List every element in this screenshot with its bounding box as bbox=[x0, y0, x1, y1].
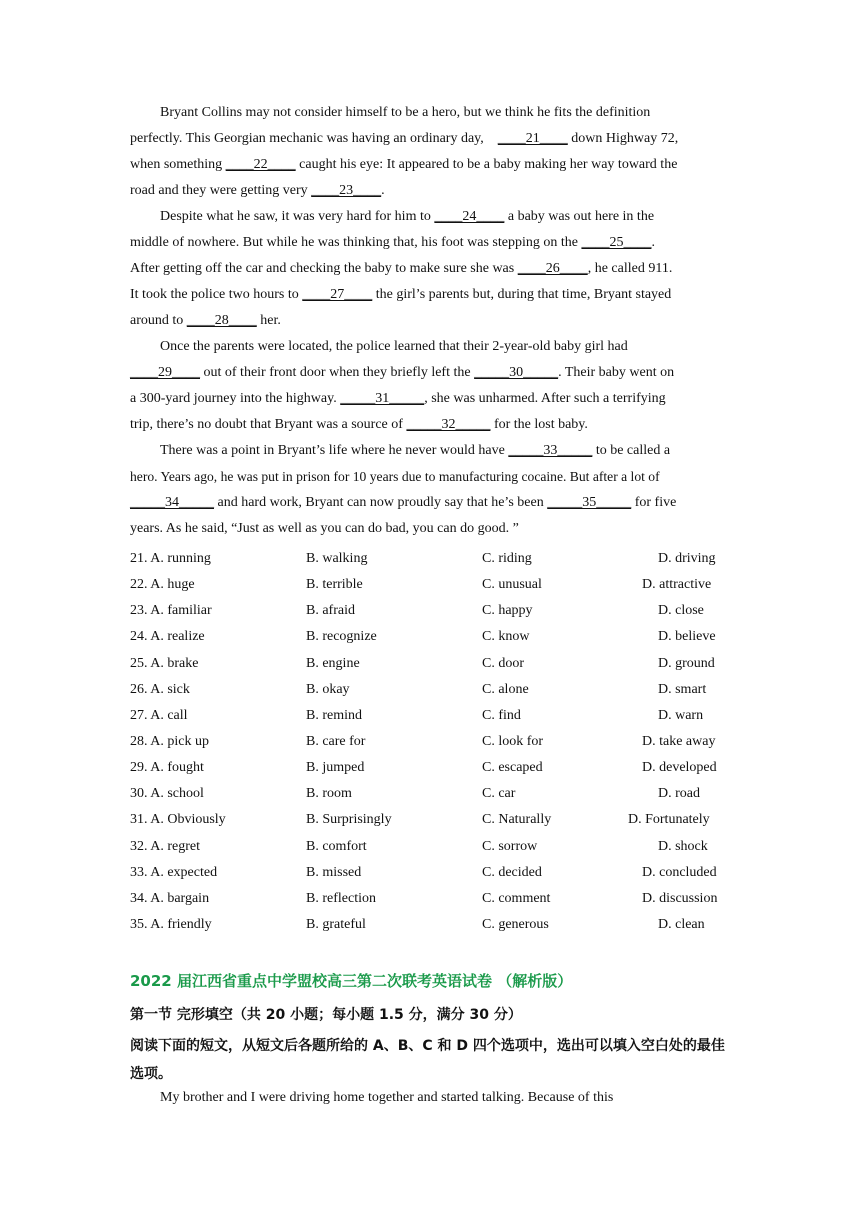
option-c: C. decided bbox=[482, 864, 542, 880]
option-a: 21. A. running bbox=[130, 551, 211, 566]
option-b: B. recognize bbox=[306, 629, 377, 645]
blank-35: _____35_____ bbox=[547, 495, 632, 510]
text-line: hero. Years ago, he was put in prison for 10 years due to manufacturing cocaine. But after a lot of bbox=[130, 469, 660, 484]
option-c: C. riding bbox=[482, 551, 532, 566]
option-b: B. jumped bbox=[306, 760, 365, 776]
option-row bbox=[130, 912, 730, 938]
option-row bbox=[130, 755, 730, 781]
option-c: C. Naturally bbox=[482, 812, 552, 828]
options-list bbox=[130, 546, 730, 938]
option-a: 28. A. pick up bbox=[130, 733, 209, 749]
blank-33: _____33_____ bbox=[508, 443, 593, 458]
option-c: C. know bbox=[482, 629, 530, 645]
blank-31: _____31_____ bbox=[340, 391, 425, 406]
option-c: C. generous bbox=[482, 916, 549, 932]
option-b: B. grateful bbox=[306, 916, 366, 932]
text-line: ____29____ out of their front door when they briefly left the _____30_____. Their baby went on bbox=[130, 360, 730, 386]
option-d: D. close bbox=[658, 603, 704, 619]
text-line: a 300-yard journey into the highway. _____31_____, she was unharmed. After such a terrifying bbox=[130, 386, 730, 412]
text-line: There was a point in Bryant’s life where he never would have _____33_____ to be called a bbox=[130, 438, 730, 464]
option-row bbox=[130, 651, 730, 677]
option-a: 31. A. Obviously bbox=[130, 812, 226, 828]
blank-23: ____23____ bbox=[311, 183, 382, 198]
option-row bbox=[130, 624, 730, 650]
option-b: B. care for bbox=[306, 733, 366, 749]
blank-24: ____24____ bbox=[434, 209, 505, 224]
option-d: D. ground bbox=[658, 655, 715, 671]
option-d: D. take away bbox=[642, 733, 716, 749]
option-b: B. Surprisingly bbox=[306, 812, 392, 828]
option-c: C. door bbox=[482, 655, 524, 671]
text-line: Once the parents were located, the police learned that their 2-year-old baby girl had bbox=[160, 339, 628, 354]
text-line: perfectly. This Georgian mechanic was having an ordinary day, ____21____ down Highway 72, bbox=[130, 126, 730, 152]
option-a: 30. A. school bbox=[130, 786, 204, 802]
blank-29: ____29____ bbox=[130, 365, 200, 380]
option-row bbox=[130, 703, 730, 729]
blank-28: ____28____ bbox=[186, 313, 257, 328]
text-line: Bryant Collins may not consider himself to be a hero, but we think he fits the definition bbox=[160, 105, 651, 120]
option-c: C. car bbox=[482, 786, 516, 802]
option-b: B. walking bbox=[306, 551, 368, 566]
option-b: B. afraid bbox=[306, 603, 355, 619]
paragraph-2 bbox=[130, 204, 730, 334]
option-c: C. find bbox=[482, 707, 521, 723]
option-d: D. road bbox=[658, 786, 700, 802]
option-d: D. discussion bbox=[642, 890, 718, 906]
option-a: 34. A. bargain bbox=[130, 890, 210, 906]
blank-25: ____25____ bbox=[581, 235, 652, 250]
text-line: Despite what he saw, it was very hard for him to ____24____ a baby was out here in the bbox=[130, 204, 730, 230]
option-d: D. Fortunately bbox=[628, 812, 710, 828]
option-d: D. developed bbox=[642, 760, 717, 776]
option-a: 27. A. call bbox=[130, 707, 188, 723]
option-b: B. missed bbox=[306, 864, 362, 880]
text-line: years. As he said, “Just as well as you can do bad, you can do good. ” bbox=[130, 521, 519, 536]
text-line: when something ____22____ caught his eye: It appeared to be a baby making her way toward the bbox=[130, 152, 730, 178]
option-row bbox=[130, 677, 730, 703]
section-heading: 第一节 完形填空（共 20 小题；每小题 1.5 分，满分 30 分） bbox=[130, 1007, 522, 1023]
text-line: After getting off the car and checking the baby to make sure she was ____26____, he called 911. bbox=[130, 256, 730, 282]
paragraph-1 bbox=[130, 100, 730, 204]
option-c: C. comment bbox=[482, 890, 551, 906]
blank-34: _____34_____ bbox=[130, 495, 214, 510]
option-d: D. shock bbox=[658, 838, 708, 854]
option-c: C. unusual bbox=[482, 577, 542, 593]
text-line: road and they were getting very ____23____. bbox=[130, 178, 730, 204]
option-d: D. believe bbox=[658, 629, 716, 645]
text-line: middle of nowhere. But while he was thinking that, his foot was stepping on the ____25____. bbox=[130, 230, 730, 256]
option-b: B. comfort bbox=[306, 838, 367, 854]
text-line: around to ____28____ her. bbox=[130, 308, 730, 334]
text-line: It took the police two hours to ____27____ the girl’s parents but, during that time, Bryant stayed bbox=[130, 282, 730, 308]
option-row bbox=[130, 729, 730, 755]
option-a: 24. A. realize bbox=[130, 629, 205, 645]
option-row bbox=[130, 546, 730, 572]
option-b: B. terrible bbox=[306, 577, 363, 593]
blank-30: _____30_____ bbox=[474, 365, 559, 380]
option-c: C. sorrow bbox=[482, 838, 538, 854]
option-a: 25. A. brake bbox=[130, 655, 199, 671]
option-b: B. reflection bbox=[306, 890, 376, 906]
option-a: 33. A. expected bbox=[130, 864, 218, 880]
blank-22: ____22____ bbox=[225, 157, 296, 172]
paragraph-3 bbox=[130, 334, 730, 438]
text-line: _____34_____ and hard work, Bryant can now proudly say that he’s been _____35_____ for five bbox=[130, 490, 730, 516]
blank-32: _____32_____ bbox=[406, 417, 491, 432]
option-b: B. room bbox=[306, 786, 352, 802]
option-a: 23. A. familiar bbox=[130, 603, 212, 619]
option-d: D. warn bbox=[658, 707, 704, 723]
paragraph-4 bbox=[130, 438, 730, 542]
option-b: B. engine bbox=[306, 655, 360, 671]
option-row bbox=[130, 572, 730, 598]
option-a: 22. A. huge bbox=[130, 577, 195, 593]
option-c: C. look for bbox=[482, 733, 544, 749]
option-a: 35. A. friendly bbox=[130, 916, 212, 932]
option-d: D. clean bbox=[658, 916, 705, 932]
option-c: C. happy bbox=[482, 603, 533, 619]
option-a: 29. A. fought bbox=[130, 760, 204, 776]
exam-title: 2022 届江西省重点中学盟校高三第二次联考英语试卷 （解析版） bbox=[130, 972, 573, 990]
option-d: D. concluded bbox=[642, 864, 717, 880]
option-d: D. driving bbox=[658, 551, 716, 566]
option-b: B. remind bbox=[306, 707, 362, 723]
option-a: 26. A. sick bbox=[130, 681, 190, 697]
instruction-text: 阅读下面的短文，从短文后各题所给的 A、B、C 和 D 四个选项中，选出可以填入空白处的最佳选项。 bbox=[130, 1038, 725, 1082]
option-row bbox=[130, 834, 730, 860]
option-row bbox=[130, 781, 730, 807]
option-a: 32. A. regret bbox=[130, 838, 200, 854]
option-d: D. smart bbox=[658, 681, 707, 697]
option-b: B. okay bbox=[306, 681, 350, 697]
option-c: C. escaped bbox=[482, 760, 543, 776]
blank-21: ____21____ bbox=[497, 131, 568, 146]
blank-27: ____27____ bbox=[302, 287, 373, 302]
option-row bbox=[130, 807, 730, 833]
option-row bbox=[130, 886, 730, 912]
option-c: C. alone bbox=[482, 681, 529, 697]
blank-26: ____26____ bbox=[517, 261, 588, 276]
option-d: D. attractive bbox=[642, 577, 712, 593]
passage-start-line: My brother and I were driving home together and started talking. Because of this bbox=[160, 1090, 614, 1105]
option-row bbox=[130, 598, 730, 624]
text-line: trip, there’s no doubt that Bryant was a source of _____32_____ for the lost baby. bbox=[130, 412, 730, 438]
option-row bbox=[130, 860, 730, 886]
